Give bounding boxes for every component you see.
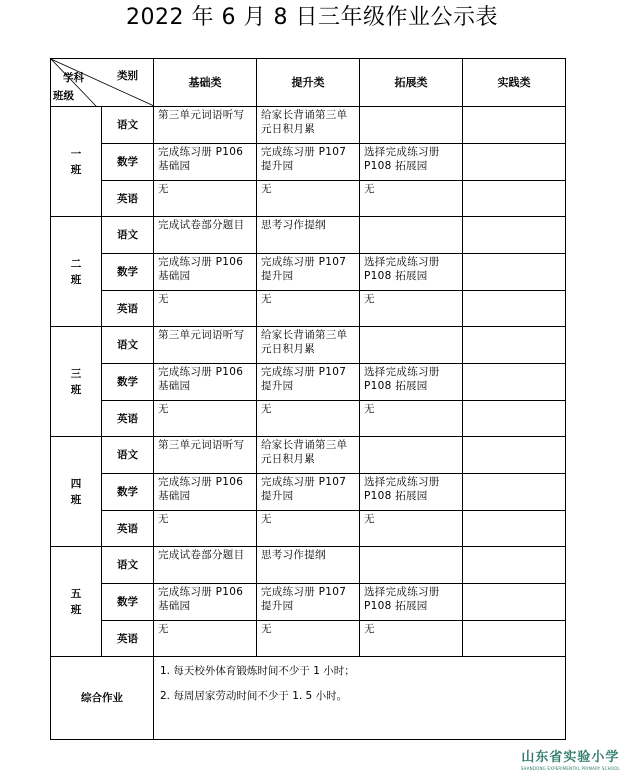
school-logo <box>521 746 620 771</box>
task-cell: 选择完成练习册 P108 拓展园 <box>360 254 463 291</box>
task-cell: 思考习作提纲 <box>257 547 360 584</box>
task-cell: 第三单元词语听写 <box>154 107 257 144</box>
table-row <box>51 107 566 144</box>
task-cell: 无 <box>257 181 360 217</box>
table-header-row <box>51 59 566 107</box>
task-cell: 无 <box>257 401 360 437</box>
subject-cell: 数学 <box>102 474 154 511</box>
task-cell: 无 <box>154 401 257 437</box>
task-cell: 选择完成练习册 P108 拓展园 <box>360 474 463 511</box>
class-name-char: 班 <box>70 603 82 616</box>
summary-item: 2. 每周居家劳动时间不少于 1. 5 小时。 <box>160 690 348 702</box>
class-rows <box>51 107 566 657</box>
subject-cell: 语文 <box>102 437 154 474</box>
table-row <box>51 621 566 657</box>
corner-class-label: 班级 <box>53 90 74 102</box>
task-cell: 第三单元词语听写 <box>154 327 257 364</box>
subject-cell: 数学 <box>102 254 154 291</box>
header-corner-cell <box>51 59 154 107</box>
subject-cell: 英语 <box>102 401 154 437</box>
subject-cell: 语文 <box>102 327 154 364</box>
task-cell: 无 <box>360 291 463 327</box>
task-cell: 完成练习册 P106 基础园 <box>154 584 257 621</box>
subject-cell: 语文 <box>102 107 154 144</box>
task-cell: 选择完成练习册 P108 拓展园 <box>360 364 463 401</box>
class-name-char: 班 <box>70 383 82 396</box>
class-name-cell <box>51 437 102 547</box>
task-cell: 完成练习册 P107 提升园 <box>257 254 360 291</box>
table-row <box>51 474 566 511</box>
task-cell: 无 <box>360 401 463 437</box>
table-row <box>51 181 566 217</box>
task-cell: 完成练习册 P106 基础园 <box>154 364 257 401</box>
table-row <box>51 291 566 327</box>
task-cell <box>360 327 463 364</box>
table-row <box>51 511 566 547</box>
task-cell: 无 <box>154 621 257 657</box>
task-cell: 选择完成练习册 P108 拓展园 <box>360 144 463 181</box>
task-cell: 无 <box>154 291 257 327</box>
class-name-cell <box>51 547 102 657</box>
subject-cell: 英语 <box>102 291 154 327</box>
table-row <box>51 327 566 364</box>
task-cell: 完成练习册 P106 基础园 <box>154 474 257 511</box>
class-name-char: 一 <box>70 147 82 160</box>
class-name-char: 三 <box>70 367 82 380</box>
task-cell <box>360 107 463 144</box>
class-name-char: 四 <box>70 477 82 490</box>
homework-table <box>50 58 566 740</box>
subject-cell: 英语 <box>102 621 154 657</box>
task-cell <box>463 401 566 437</box>
table-row <box>51 217 566 254</box>
task-cell <box>463 107 566 144</box>
task-cell <box>463 144 566 181</box>
task-cell: 完成练习册 P107 提升园 <box>257 584 360 621</box>
table-row <box>51 584 566 621</box>
summary-row <box>51 657 566 740</box>
task-cell: 完成练习册 P107 提升园 <box>257 144 360 181</box>
subject-cell: 英语 <box>102 511 154 547</box>
task-cell: 无 <box>360 181 463 217</box>
summary-item: 1. 每天校外体育锻炼时间不少于 1 小时； <box>160 665 355 677</box>
task-cell <box>463 291 566 327</box>
task-cell: 选择完成练习册 P108 拓展园 <box>360 584 463 621</box>
task-cell: 完成练习册 P107 提升园 <box>257 474 360 511</box>
task-cell: 完成练习册 P107 提升园 <box>257 364 360 401</box>
task-cell: 给家长背诵第三单元日积月累 <box>257 107 360 144</box>
summary-content <box>154 657 566 740</box>
class-name-char: 五 <box>70 587 82 600</box>
task-cell <box>463 547 566 584</box>
subject-cell: 英语 <box>102 181 154 217</box>
task-cell: 无 <box>360 511 463 547</box>
table-row <box>51 254 566 291</box>
task-cell <box>463 217 566 254</box>
summary-label: 综合作业 <box>51 657 154 740</box>
task-cell: 无 <box>360 621 463 657</box>
subject-cell: 数学 <box>102 584 154 621</box>
task-cell: 无 <box>154 511 257 547</box>
table-row <box>51 364 566 401</box>
class-name-cell <box>51 327 102 437</box>
task-cell <box>463 511 566 547</box>
task-cell: 思考习作提纲 <box>257 217 360 254</box>
task-cell: 完成试卷部分题目 <box>154 217 257 254</box>
task-cell: 完成练习册 P106 基础园 <box>154 254 257 291</box>
task-cell <box>360 547 463 584</box>
task-cell: 完成试卷部分题目 <box>154 547 257 584</box>
table-row <box>51 547 566 584</box>
task-cell: 无 <box>257 291 360 327</box>
class-name-char: 班 <box>70 273 82 286</box>
subject-cell: 数学 <box>102 144 154 181</box>
school-logo-name-en: SHANDONG EXPERIMENTAL PRIMARY SCHOOL <box>520 766 620 771</box>
task-cell: 无 <box>154 181 257 217</box>
class-name-char: 二 <box>70 257 82 270</box>
task-cell: 无 <box>257 511 360 547</box>
task-cell: 无 <box>257 621 360 657</box>
task-cell <box>463 474 566 511</box>
task-cell <box>360 217 463 254</box>
task-cell <box>463 437 566 474</box>
corner-subject-label: 学科 <box>63 72 84 84</box>
subject-cell: 数学 <box>102 364 154 401</box>
task-cell <box>463 621 566 657</box>
task-cell <box>463 327 566 364</box>
column-header-improve: 提升类 <box>257 59 360 107</box>
subject-cell: 语文 <box>102 217 154 254</box>
column-header-practice: 实践类 <box>463 59 566 107</box>
task-cell: 完成练习册 P106 基础园 <box>154 144 257 181</box>
task-cell: 给家长背诵第三单元日积月累 <box>257 437 360 474</box>
class-name-cell <box>51 107 102 217</box>
task-cell <box>463 254 566 291</box>
task-cell: 给家长背诵第三单元日积月累 <box>257 327 360 364</box>
task-cell <box>463 584 566 621</box>
task-cell: 第三单元词语听写 <box>154 437 257 474</box>
task-cell <box>463 364 566 401</box>
task-cell <box>463 181 566 217</box>
subject-cell: 语文 <box>102 547 154 584</box>
school-logo-name: 山东省实验小学 <box>521 750 620 765</box>
column-header-extend: 拓展类 <box>360 59 463 107</box>
table-row <box>51 437 566 474</box>
corner-category-label: 类别 <box>117 70 138 82</box>
class-name-char: 班 <box>70 163 82 176</box>
column-header-basic: 基础类 <box>154 59 257 107</box>
table-row <box>51 144 566 181</box>
class-name-char: 班 <box>70 493 82 506</box>
task-cell <box>360 437 463 474</box>
class-name-cell <box>51 217 102 327</box>
page-title: 2022 年 6 月 8 日三年级作业公示表 <box>126 5 498 30</box>
table-row <box>51 401 566 437</box>
